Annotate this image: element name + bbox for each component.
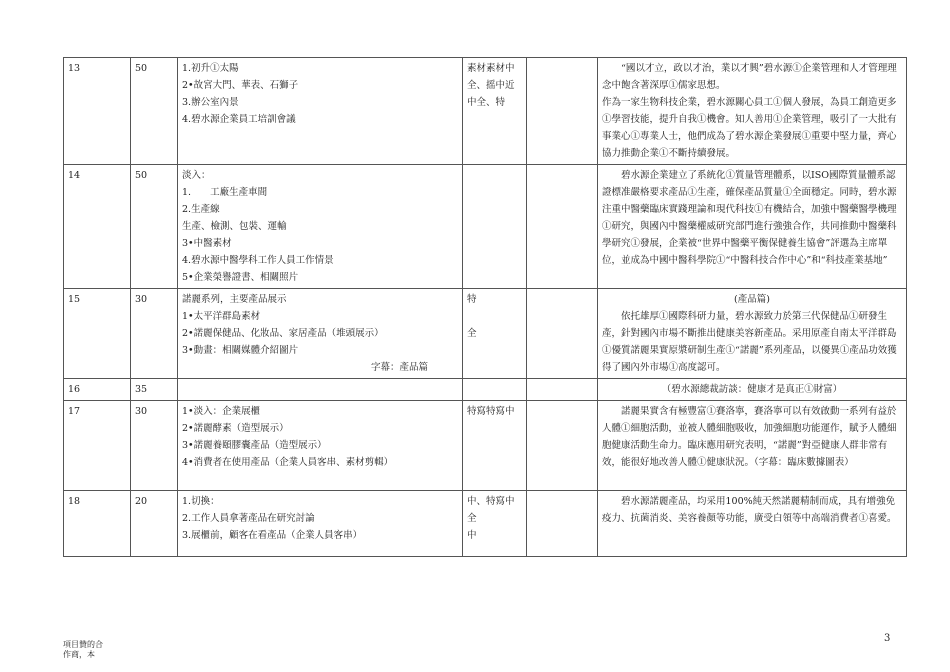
shot-type: 素材素材中全、摇中近中全、特 [463,58,527,165]
narration-paragraph: 諾麗果實含有極豐富①賽洛寧，賽洛寧可以有效啟動一系列有益於人體①細胞活動，並被人體細胞吸收，加強細胞功能運作，賦予人體細胞健康活動生命力。臨床應用研究表明，“諾麗”對亞健康人群非常有效，能很好地改善人體①健康狀況。（字幕：臨床數據圖表） [602,406,897,468]
visual-line: 4•消費者在使用產品（企業人員客串、素材剪輯） [182,457,394,468]
table-row [64,165,907,289]
visual-description [178,289,463,379]
scene-number: 15 [64,289,131,379]
visual-line: 5•企業榮譽證書、相關照片 [182,272,299,283]
narration-paragraph: 作為一家生物科技企業，碧水源關心員工①個人發展，為員工創造更多①學習技能，提升自我①機會。知人善用①企業管理，吸引了一大批有事業心①專業人士，他們成為了碧水源企業發展①重要中堅力量，齊心協力推動企業①不斷持續發展。 [602,97,897,159]
narration [598,165,907,289]
duration-seconds: 20 [131,491,178,557]
visual-line: 2.工作人員拿著產品在研究討論 [182,513,315,524]
narration [598,58,907,165]
visual-line: 2•故宮大門、華表、石獅子 [182,80,299,91]
narration-title: (產品篇) [734,294,770,305]
table-row [64,379,907,401]
visual-line: 1•太平洋群島素材 [182,311,261,322]
visual-line: 3.辦公室內景 [182,97,239,108]
table-row [64,491,907,557]
blank-cell [527,401,598,491]
shot-type [463,165,527,289]
narration-paragraph: “國以才立，政以才治，業以才興”碧水源①企業管理和人才管理理念中飽含著深厚①儒家思想。 [602,63,897,91]
shot-line: 特 [467,294,477,305]
visual-description [178,401,463,491]
visual-description [178,379,463,401]
shot-type [463,379,527,401]
narration-paragraph: 碧水源諾麗產品，均采用100%純天然諾麗精制而成，具有增強免疫力、抗菌消炎、美容養顏等功能，廣受白領等中高端消費者①喜愛。 [602,496,897,524]
scene-number: 13 [64,58,131,165]
shot-type: 特寫特寫中 [463,401,527,491]
table-row [64,289,907,379]
narration-title: （碧水源總裁訪談：健康才是真正①財富） [598,379,907,401]
narration [598,401,907,491]
caption-line: 字幕：產品篇 [370,362,428,373]
blank-cell [527,379,598,401]
duration-seconds: 35 [131,379,178,401]
narration-paragraph: 依托雄厚①國際科研力量，碧水源致力於第三代保健品①研發生產，針對國內市場不斷推出健康美容新產品。采用原產自南太平洋群島①優質諾麗果實原漿研制生產①“諾麗”系列產品，以優異①產品功效獲得了國內外市場①高度認可。 [602,311,897,373]
narration [598,491,907,557]
visual-line: 1. 工廠生產車間 [182,187,268,198]
shot-type [463,491,527,557]
scene-number: 18 [64,491,131,557]
visual-description [178,491,463,557]
shot-type [463,289,527,379]
visual-line: 3•動畫：相關媒體介紹圖片 [182,345,299,356]
visual-line: 1•淡入：企業展櫃 [182,406,261,417]
shot-line: 全 [467,513,477,524]
shot-line: 中 [467,530,477,541]
narration-paragraph: 碧水源企業建立了系統化①質量管理體系，以ISO國際質量體系認證標准嚴格要求產品①生產，確保產品質量①全面穩定。同時，碧水源注重中醫藥臨床實踐理論和現代科技①有機結合，加強中醫藥醫學機理①研究，與國內中醫藥權威研究部門進行強強合作，共同推動中醫藥科學研究①發展，企業被“世界中醫藥平衡保健養生協會”評選為主席單位，並成為中國中醫科學院①“中醫科技合作中心”和“科技產業基地” [602,170,897,266]
blank-cell [527,58,598,165]
visual-line: 3.展櫃前，顧客在看產品（企業人員客串） [182,530,363,541]
visual-line: 生產、檢測、包裝、運輸 [182,221,287,232]
page-number: 3 [884,633,891,644]
scene-number: 16 [64,379,131,401]
blank-cell [527,491,598,557]
blank-cell [527,289,598,379]
duration-seconds: 30 [131,401,178,491]
visual-line: 3•諾麗養頤膠囊產品（造型展示） [182,440,327,451]
visual-line: 4.碧水源企業員工培訓會議 [182,114,296,125]
visual-line: 1.切換： [182,496,220,507]
visual-line: 3•中醫素材 [182,238,232,249]
scene-number: 17 [64,401,131,491]
visual-line: 4.碧水源中醫學科工作人員工作情景 [182,255,334,266]
duration-seconds: 30 [131,289,178,379]
visual-line: 諾麗系列，主要產品展示 [182,294,287,305]
visual-description [178,58,463,165]
table-row [64,58,907,165]
visual-line: 2.生產線 [182,204,220,215]
visual-line: 2•諾麗保健品、化妝品、家居產品（堆頭展示） [182,328,384,339]
visual-line: 2•諾麗酵素（造型展示） [182,423,289,434]
visual-description [178,165,463,289]
duration-seconds: 50 [131,58,178,165]
blank-cell [527,165,598,289]
scene-number: 14 [64,165,131,289]
visual-line: 淡入： [182,170,211,181]
visual-line: 1.初升①太陽 [182,63,239,74]
script-table [63,57,907,557]
narration [598,289,907,379]
duration-seconds: 50 [131,165,178,289]
shot-line: 中、特寫中 [467,496,515,507]
side-note: 項目贊的合作商，本 [63,640,103,659]
table-row [64,401,907,491]
shot-line: 全 [467,328,477,339]
